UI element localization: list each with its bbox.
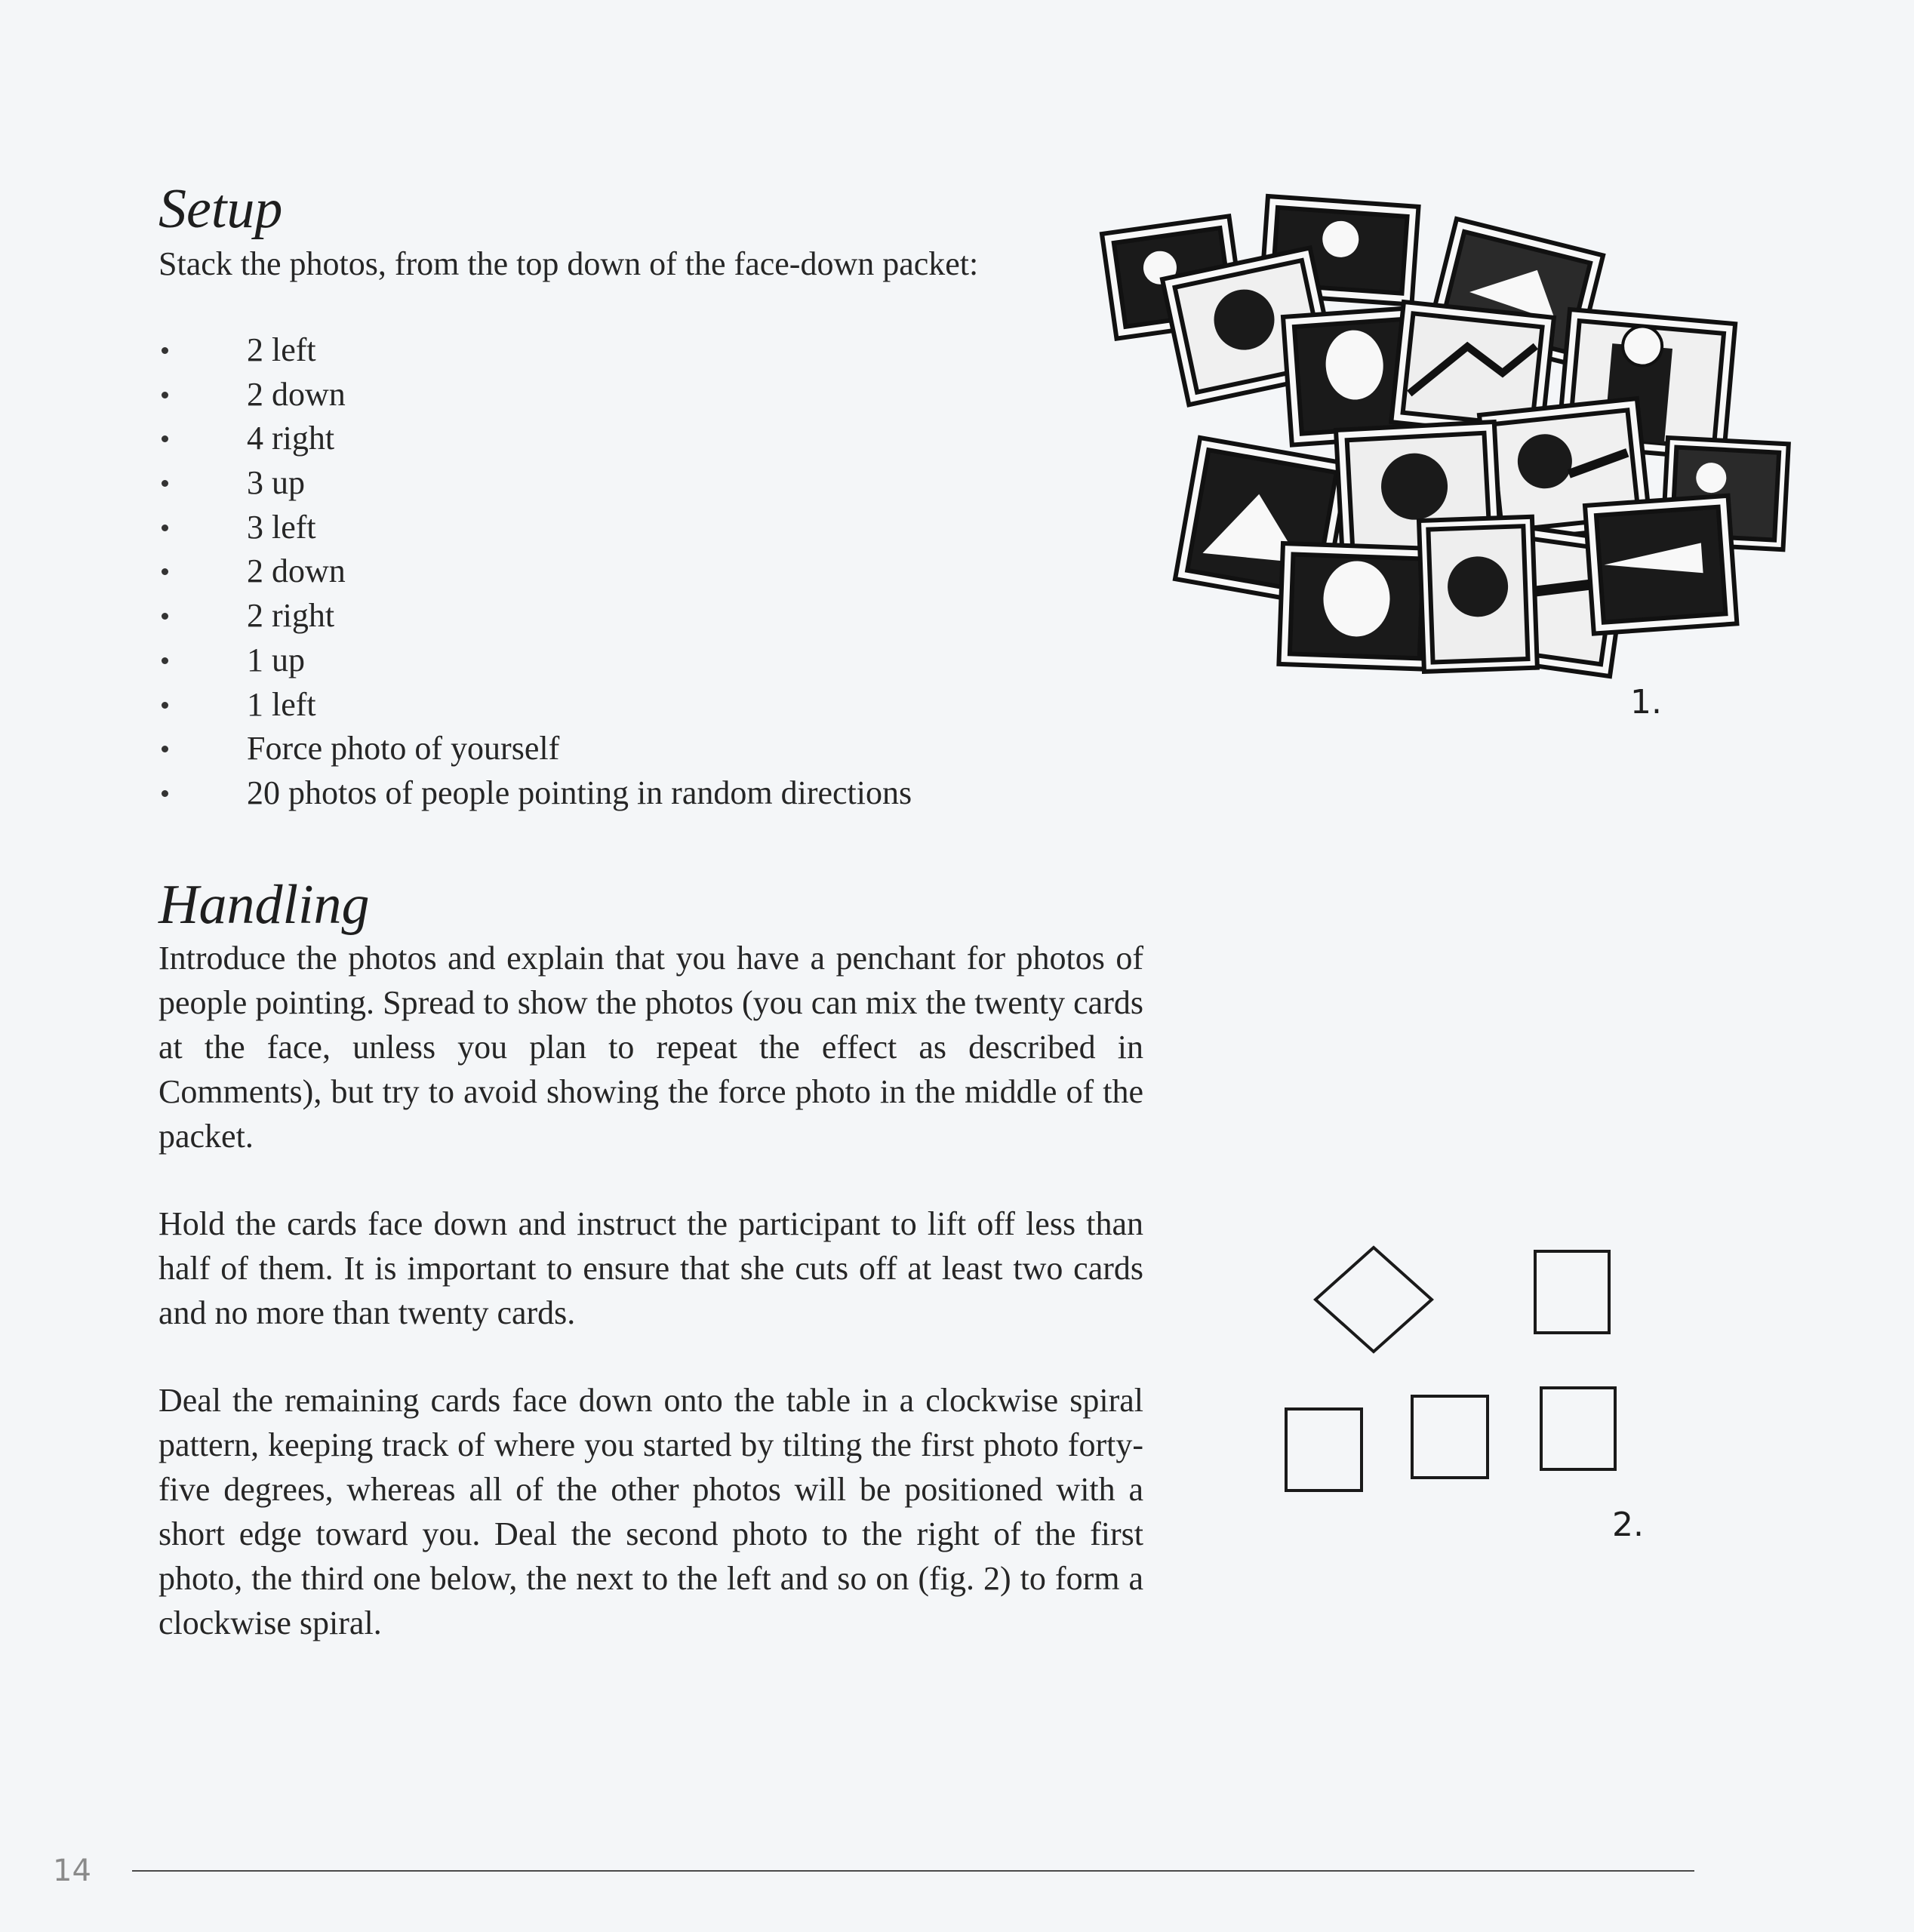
photo-collage-illustration xyxy=(1087,189,1796,702)
setup-step-list xyxy=(158,328,912,816)
setup-step: 2 left xyxy=(158,328,912,373)
setup-step: 3 left xyxy=(158,506,912,550)
setup-step: 1 left xyxy=(158,683,912,728)
setup-intro: Stack the photos, from the top down of the face-down packet: xyxy=(158,245,979,282)
first-card-diamond xyxy=(1315,1247,1432,1352)
handling-paragraph: Introduce the photos and explain that you have a penchant for photos of people pointing. Spread to show the photos (you can mix the twenty cards at the face, unless you plan to repeat the effect as described in Comments), but try to avoid showing the force photo in the middle of the packet. xyxy=(158,940,1143,1155)
setup-step: 1 up xyxy=(158,638,912,683)
setup-step: 4 right xyxy=(158,417,912,461)
fourth-card xyxy=(1412,1396,1488,1478)
handling-heading: Handling xyxy=(158,874,370,936)
third-card xyxy=(1541,1388,1615,1469)
setup-step: 2 down xyxy=(158,549,912,594)
page-number: 14 xyxy=(53,1854,91,1888)
figure-2-label: 2. xyxy=(1612,1506,1644,1544)
fifth-card xyxy=(1286,1409,1362,1491)
setup-step: 2 right xyxy=(158,594,912,638)
figure-1-label: 1. xyxy=(1630,683,1662,721)
second-card xyxy=(1535,1251,1609,1333)
setup-step: 3 up xyxy=(158,461,912,506)
setup-step: 2 down xyxy=(158,373,912,417)
setup-step: Force photo of yourself xyxy=(158,727,912,771)
footer-rule xyxy=(132,1870,1694,1872)
handling-paragraph: Deal the remaining cards face down onto the table in a clockwise spiral pattern, keeping track of where you started by tilting the first photo forty-five degrees, whereas all of the other photos will be positioned with a short edge toward you. Deal the second photo to the right of the first photo, the third one below, the next to the left and so on (fig. 2) to form a clockwise spiral. xyxy=(158,1382,1143,1641)
setup-step: 20 photos of people pointing in random directions xyxy=(158,771,912,816)
spiral-deal-diagram xyxy=(1268,1238,1660,1562)
handling-paragraph: Hold the cards face down and instruct the participant to lift off less than half of them. It is important to ensure that she cuts off at least two cards and no more than twenty cards. xyxy=(158,1205,1143,1331)
setup-heading: Setup xyxy=(158,178,283,240)
